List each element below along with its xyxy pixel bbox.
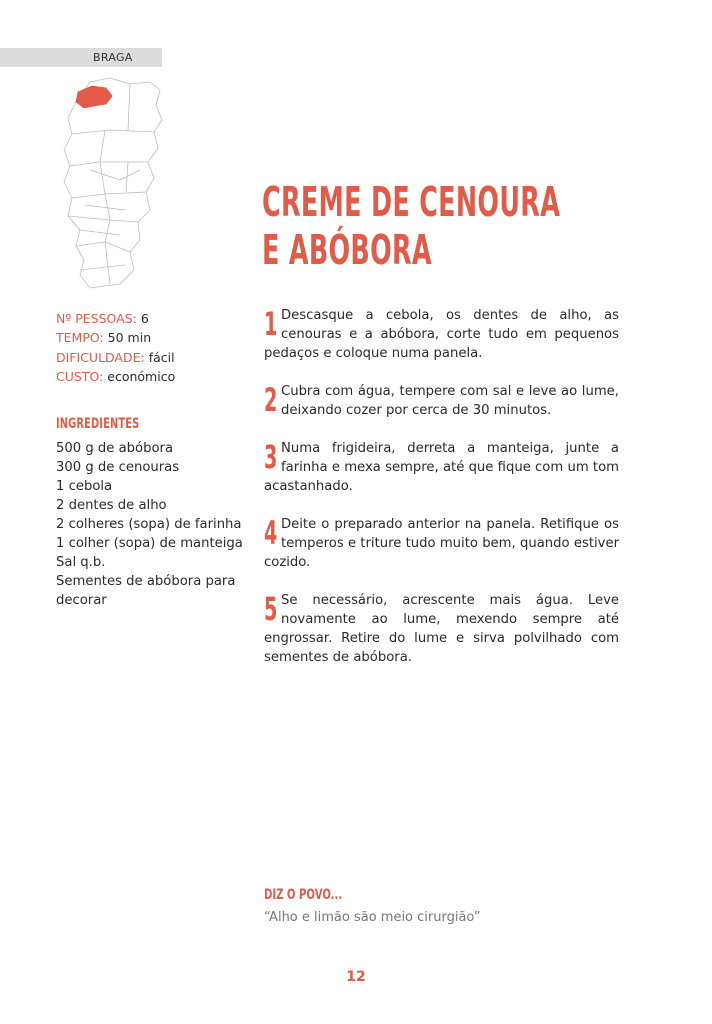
ingredient-item: 500 g de abóbora xyxy=(56,441,174,456)
step-text: Se necessário, acrescente mais água. Leve novamente ao lume, mexendo sempre até engrossar. Retire do lume e sirva polvilhado com sementes de abóbora. xyxy=(264,593,619,665)
ingredients-list xyxy=(56,439,246,610)
recipe-title-line2: E ABÓBORA xyxy=(262,226,432,274)
ingredient-item: 1 colher (sopa) de manteiga xyxy=(56,536,243,551)
step-text: Numa frigideira, derreta a manteiga, junte a farinha e mexa sempre, até que fique com um tom acastanhado. xyxy=(264,441,619,494)
difficulty-row xyxy=(56,348,175,367)
recipe-title-line1: CREME DE CENOURA xyxy=(262,178,561,226)
time-label: TEMPO: xyxy=(56,330,104,346)
map-outline xyxy=(64,78,162,288)
time-value: 50 min xyxy=(107,330,152,346)
cost-row xyxy=(56,367,175,386)
step-number: 2 xyxy=(264,381,278,419)
portugal-map xyxy=(50,70,170,295)
ingredient-item: Sementes de abóbora para decorar xyxy=(56,574,236,608)
ingredients-title: INGREDIENTES xyxy=(56,416,140,432)
ingredient-item: 1 cebola xyxy=(56,479,113,494)
cost-value: económico xyxy=(107,368,176,384)
saying-text: “Alho e limão são meio cirurgião” xyxy=(264,910,481,925)
step-number: 3 xyxy=(264,438,278,476)
step-text: Deite o preparado anterior na panela. Retifique os temperos e triture tudo muito bem, quando estiver cozido. xyxy=(264,517,619,570)
difficulty-label: DIFICULDADE: xyxy=(56,349,145,365)
step-item xyxy=(264,382,619,420)
step-number: 5 xyxy=(264,590,278,628)
saying-title: DIZ O POVO... xyxy=(264,887,343,903)
step-number: 1 xyxy=(264,305,278,343)
people-label: Nº PESSOAS: xyxy=(56,311,137,326)
recipe-title xyxy=(262,178,560,274)
ingredient-item: Sal q.b. xyxy=(56,555,106,570)
braga-district xyxy=(76,86,112,108)
page-number: 12 xyxy=(346,969,366,985)
recipe-meta xyxy=(56,309,175,386)
ingredient-item: 300 g de cenouras xyxy=(56,460,180,475)
difficulty-value: fácil xyxy=(148,349,175,365)
step-item xyxy=(264,306,619,363)
ingredient-item: 2 colheres (sopa) de farinha xyxy=(56,517,242,532)
region-label: BRAGA xyxy=(93,51,133,64)
step-text: Cubra com água, tempere com sal e leve ao lume, deixando cozer por cerca de 30 minutos. xyxy=(281,384,619,418)
step-item xyxy=(264,515,619,572)
step-item xyxy=(264,439,619,496)
time-row xyxy=(56,328,175,347)
people-value: 6 xyxy=(140,311,149,326)
ingredient-item: 2 dentes de alho xyxy=(56,498,167,513)
region-bar xyxy=(0,48,162,67)
people-row xyxy=(56,309,175,328)
step-text: Descasque a cebola, os dentes de alho, as cenouras e a abóbora, corte tudo em pequenos pedaços e coloque numa panela. xyxy=(264,308,619,361)
cost-label: CUSTO: xyxy=(56,368,104,384)
step-number: 4 xyxy=(264,514,278,552)
preparation-steps xyxy=(264,306,619,686)
step-item xyxy=(264,591,619,667)
